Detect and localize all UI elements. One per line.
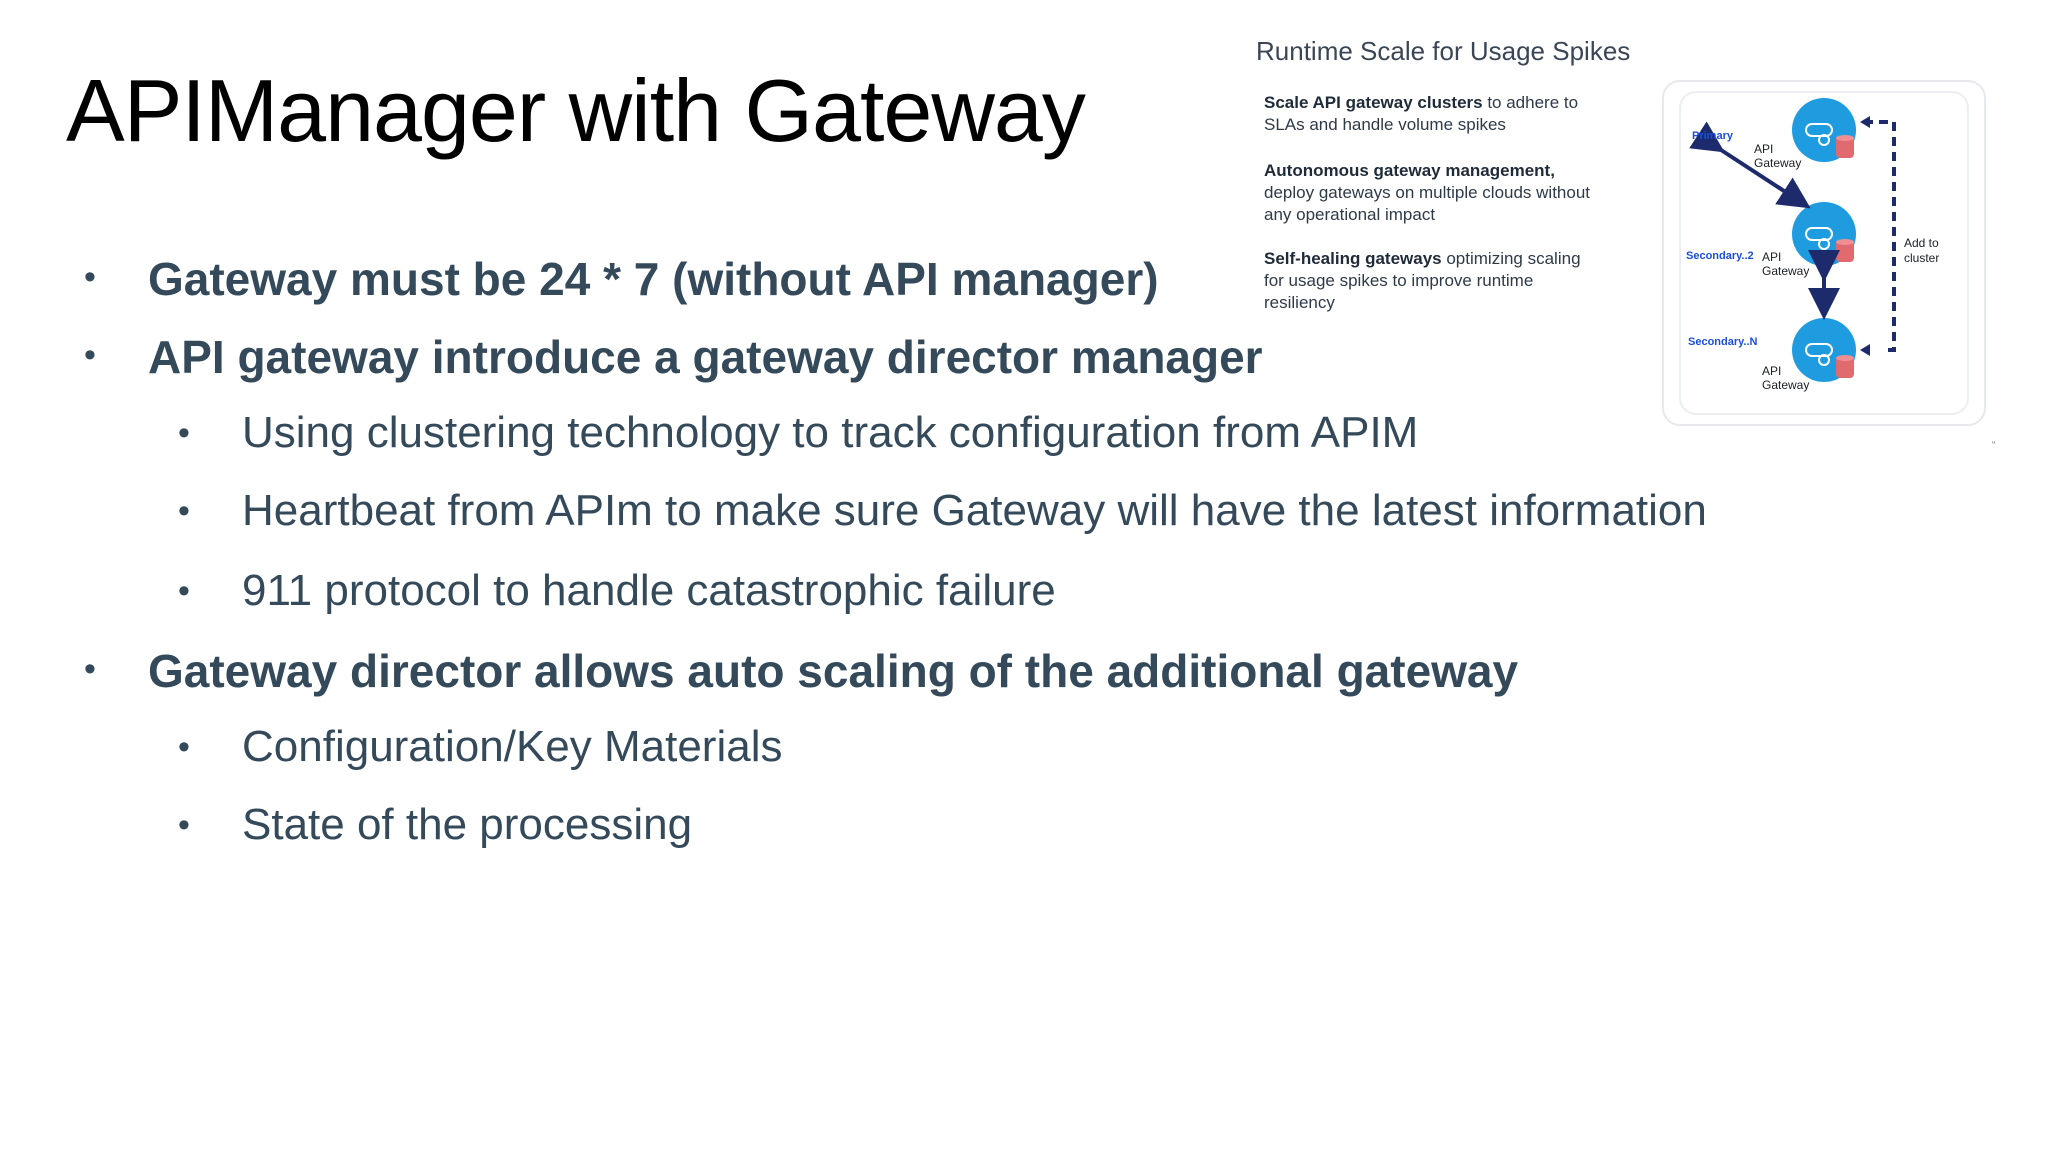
bullet-glyph: • xyxy=(178,414,190,452)
feature-bold: Self-healing gateways xyxy=(1264,249,1442,268)
bullet-glyph: • xyxy=(178,492,190,530)
bullet-director-manager: API gateway introduce a gateway director manager xyxy=(148,331,1263,383)
gateway-node-primary xyxy=(1792,98,1856,162)
feature-bold: Scale API gateway clusters xyxy=(1264,93,1483,112)
feature-autonomous-management xyxy=(1264,160,1604,226)
database-icon xyxy=(1836,135,1854,158)
node-label-line1: API xyxy=(1762,364,1782,378)
node-label-line1: API xyxy=(1762,250,1782,264)
node-label-primary xyxy=(1754,142,1801,170)
arrowhead-to-secondary-n xyxy=(1860,344,1870,356)
bullet-glyph: • xyxy=(178,806,190,844)
bullet-gateway-24x7: Gateway must be 24 * 7 (without API manager) xyxy=(148,253,1159,305)
subbullet-911-protocol: 911 protocol to handle catastrophic failure xyxy=(242,566,1056,615)
add-label-line2: cluster xyxy=(1904,251,1940,265)
node-label-line2: Gateway xyxy=(1762,264,1810,278)
feature-rest: to adhere to SLAs and handle volume spikes xyxy=(1264,93,1579,134)
bullet-glyph: • xyxy=(178,728,190,766)
add-to-cluster-label xyxy=(1904,236,1939,266)
dashed-add-to-cluster-path xyxy=(1860,122,1894,350)
bullet-glyph: • xyxy=(84,650,96,688)
feature-rest: optimizing scaling for usage spikes to improve runtime resiliency xyxy=(1264,249,1581,312)
subbullet-processing-state: State of the processing xyxy=(242,800,693,849)
database-icon xyxy=(1836,355,1854,378)
feature-rest: deploy gateways on multiple clouds without any operational impact xyxy=(1264,183,1591,224)
database-icon xyxy=(1836,239,1854,262)
feature-self-healing xyxy=(1264,248,1604,314)
panel-title: Runtime Scale for Usage Spikes xyxy=(1256,36,1631,66)
tag-primary: Primary xyxy=(1692,130,1733,142)
tag-secondary-2: Secondary..2 xyxy=(1686,250,1754,262)
feature-scale-clusters xyxy=(1264,92,1604,136)
feature-bold: Autonomous gateway management, xyxy=(1264,161,1555,180)
node-label-secondary-2 xyxy=(1762,250,1809,278)
tag-secondary-n: Secondary..N xyxy=(1688,336,1758,348)
subbullet-clustering: Using clustering technology to track configuration from APIM xyxy=(242,408,1419,457)
node-label-line1: API xyxy=(1754,142,1774,156)
bullet-glyph: • xyxy=(84,336,96,374)
bullet-auto-scaling: Gateway director allows auto scaling of the additional gateway xyxy=(148,645,1519,697)
subbullet-key-materials: Configuration/Key Materials xyxy=(242,722,783,771)
gateway-cluster-diagram xyxy=(1662,80,1986,426)
arrowhead-to-primary xyxy=(1860,116,1870,128)
bullet-glyph: • xyxy=(178,572,190,610)
footnote-mark: “ xyxy=(1992,440,1996,451)
node-label-line2: Gateway xyxy=(1762,378,1810,392)
node-label-line2: Gateway xyxy=(1754,156,1802,170)
bullet-glyph: • xyxy=(84,258,96,296)
add-label-line1: Add to xyxy=(1904,236,1939,250)
node-label-secondary-n xyxy=(1762,364,1809,392)
subbullet-heartbeat: Heartbeat from APIm to make sure Gateway will have the latest information xyxy=(242,486,1707,535)
slide-title: APIManager with Gateway xyxy=(66,61,1085,160)
